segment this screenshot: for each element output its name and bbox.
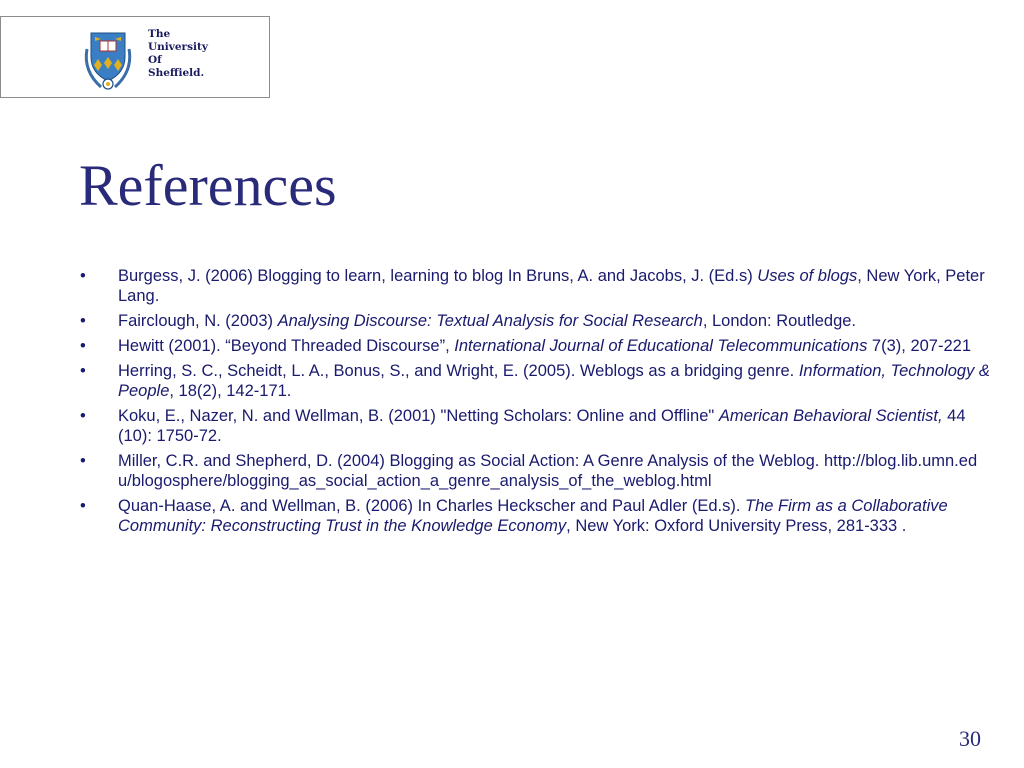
bullet-icon: •	[80, 312, 86, 330]
reference-source-title: Analysing Discourse: Textual Analysis for Social Research	[277, 312, 703, 330]
bullet-icon: •	[80, 407, 86, 425]
reference-text: , London: Routledge.	[702, 312, 857, 330]
reference-text: 44 (10): 1750-72.	[118, 407, 966, 445]
reference-text: Quan-Haase, A. and Wellman, B. (2006) In Charles Heckscher and Paul Adler (Ed.s).	[118, 497, 745, 515]
reference-item	[80, 336, 990, 356]
reference-item	[80, 496, 990, 536]
bullet-icon: •	[80, 452, 86, 470]
reference-text: Miller, C.R. and Shepherd, D. (2004) Blogging as Social Action: A Genre Analysis of the Weblog.	[118, 452, 824, 470]
reference-source-title: Uses of blogs	[757, 267, 858, 285]
slide-title: References	[79, 153, 337, 218]
reference-text: Fairclough, N. (2003)	[118, 312, 278, 330]
reference-list	[80, 266, 990, 541]
reference-text: Koku, E., Nazer, N. and Wellman, B. (2001) "Netting Scholars: Online and Offline"	[118, 407, 719, 425]
reference-item	[80, 361, 990, 401]
university-logo	[0, 16, 270, 98]
reference-item	[80, 266, 990, 306]
reference-source-title: Information, Technology & People	[118, 362, 990, 400]
logo-line: The	[148, 28, 171, 40]
reference-source-title: The Firm as a Collaborative Community: Reconstructing Trust in the Knowledge Economy	[118, 497, 948, 535]
reference-text: , New York: Oxford University Press, 281-333 .	[566, 517, 907, 535]
reference-item	[80, 451, 990, 491]
reference-item	[80, 406, 990, 446]
bullet-icon: •	[80, 497, 86, 515]
university-crest-icon	[81, 27, 135, 91]
reference-text: Hewitt (2001). “Beyond Threaded Discourse”,	[118, 337, 455, 355]
reference-source-title: International Journal of Educational Telecommunications	[454, 337, 868, 355]
page-number: 30	[959, 726, 981, 751]
university-name	[148, 28, 208, 80]
reference-item	[80, 311, 990, 331]
reference-source-title: American Behavioral Scientist,	[718, 407, 943, 425]
logo-line: Of	[148, 54, 162, 66]
reference-text: , 18(2), 142-171.	[169, 382, 292, 400]
bullet-icon: •	[80, 267, 86, 285]
reference-text: , New York, Peter Lang.	[118, 267, 985, 305]
logo-line: University	[148, 41, 208, 53]
reference-url: http://blog.lib.umn.edu/blogosphere/blogging_as_social_action_a_genre_analysis_of_the_weblog.html	[118, 452, 978, 490]
bullet-icon: •	[80, 337, 86, 355]
logo-line: Sheffield.	[148, 67, 205, 79]
reference-text: Burgess, J. (2006) Blogging to learn, learning to blog In Bruns, A. and Jacobs, J. (Ed.s)	[118, 267, 758, 285]
reference-text: Herring, S. C., Scheidt, L. A., Bonus, S., and Wright, E. (2005). Weblogs as a bridging genre.	[118, 362, 799, 380]
reference-text: 7(3), 207-221	[867, 337, 971, 355]
bullet-icon: •	[80, 362, 86, 380]
